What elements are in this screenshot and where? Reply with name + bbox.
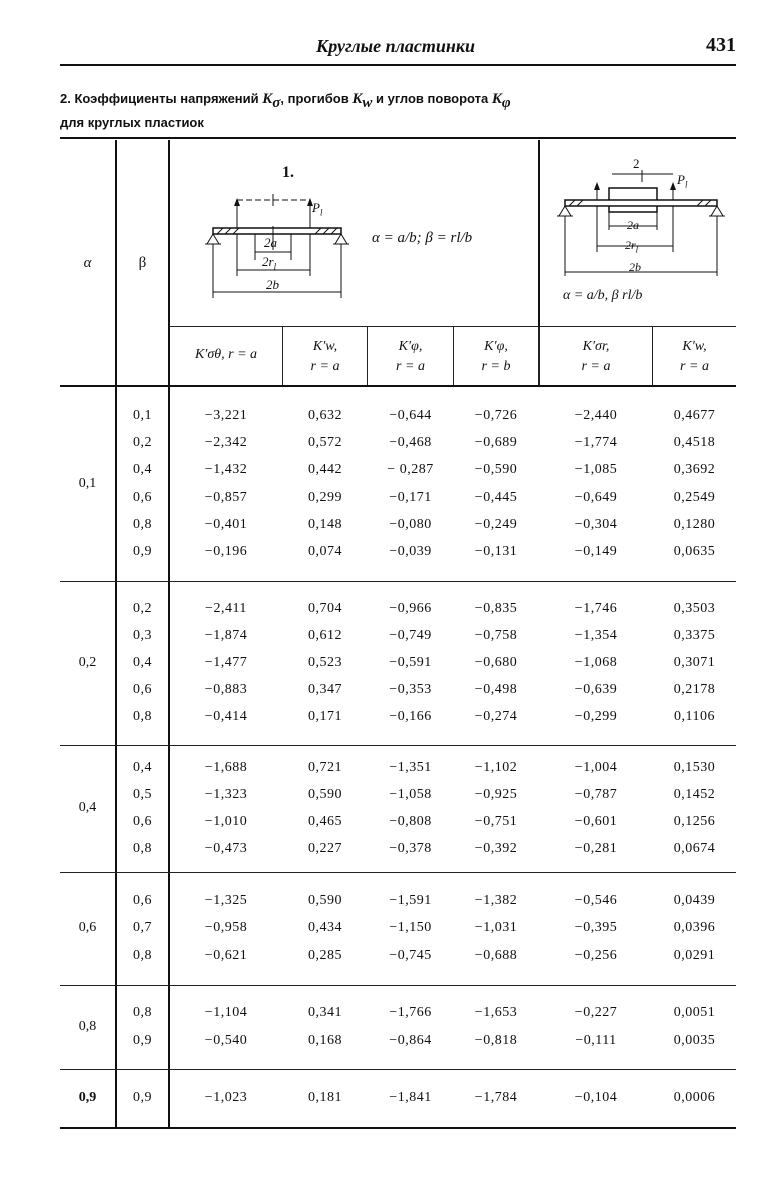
beta-value: 0,1 [133, 407, 152, 423]
table-cell: −0,925 [474, 786, 518, 802]
table-cell: 0,3692 [673, 462, 716, 478]
table-cell: 0,347 [308, 682, 342, 698]
table-cell: 0,0674 [673, 841, 716, 857]
table-cell: −2,342 [204, 435, 248, 451]
table-cell: −1,023 [204, 1089, 248, 1105]
table-cell: −1,432 [204, 462, 248, 478]
caption-text-1: Коэффициенты напряжений [74, 91, 259, 106]
table-cell: −0,131 [474, 543, 518, 559]
table-cell: −1,068 [574, 654, 618, 670]
caption-line-2: для круглых пластиок [60, 114, 204, 130]
case2-diagram [545, 150, 735, 325]
table-cell: 0,434 [308, 920, 342, 936]
table-cell: 0,572 [308, 435, 342, 451]
table-cell: 0,3071 [673, 654, 716, 670]
table-cell: −1,774 [574, 435, 618, 451]
table-cell: −2,411 [205, 600, 247, 616]
table-cell: −1,031 [474, 920, 518, 936]
table-cell: −0,649 [574, 489, 618, 505]
table-cell: −0,958 [204, 920, 248, 936]
table-cell: 0,523 [308, 654, 342, 670]
table-cell: 0,2178 [673, 682, 716, 698]
table-cell: −1,085 [574, 462, 618, 478]
table-cell: −0,468 [389, 435, 432, 451]
case2-load: $P_l$ [677, 172, 688, 190]
group-rule-1 [60, 581, 736, 582]
table-cell: 0,0396 [673, 920, 716, 936]
caption-number: 2. [60, 91, 71, 106]
table-top-rule [60, 137, 736, 139]
beta-value: 0,9 [133, 543, 152, 559]
beta-value: 0,8 [133, 516, 152, 532]
table-cell: −0,401 [204, 516, 248, 532]
table-cell: −0,749 [389, 627, 432, 643]
caption-text-2: , прогибов [280, 91, 349, 106]
table-cell: −0,726 [474, 407, 518, 423]
col-header-4: K′φ, r = b [481, 339, 511, 374]
case2-dim-2b: 2b [629, 260, 641, 274]
case1-diagram [200, 160, 540, 325]
alpha-value: 0,8 [78, 1018, 97, 1034]
alpha-value: 0,2 [78, 654, 97, 670]
beta-header: β [138, 255, 147, 271]
table-cell: −0,080 [389, 516, 432, 532]
case2-dim-2a: 2a [627, 218, 639, 232]
group-rule-5 [60, 1069, 736, 1070]
beta-value: 0,7 [133, 920, 152, 936]
table-cell: −1,766 [389, 1005, 432, 1021]
beta-value: 0,9 [133, 1089, 152, 1105]
table-cell: −0,808 [389, 814, 432, 829]
case1-formula: α = a/b; β = rl/b [372, 230, 473, 246]
table-cell: −0,787 [574, 786, 618, 802]
table-cell: −0,540 [204, 1032, 248, 1048]
table-cell: −0,590 [474, 462, 518, 478]
table-cell: −0,864 [389, 1032, 432, 1048]
table-cell: 0,1280 [673, 516, 716, 532]
table-cell: 0,3503 [673, 600, 716, 616]
col-header-2: K′w, r = a [310, 339, 340, 374]
beta-value: 0,8 [133, 709, 152, 725]
table-cell: −0,751 [474, 814, 518, 829]
table-cell: 0,0635 [673, 543, 716, 559]
table-cell: 0,168 [308, 1032, 342, 1048]
table-cell: −1,874 [204, 627, 248, 643]
table-cell: 0,590 [308, 893, 342, 909]
table-cell: −0,414 [204, 709, 248, 725]
case2-formula: α = a/b, β rl/b [563, 288, 643, 303]
table-cell: 0,0035 [673, 1032, 716, 1048]
table-cell: −0,378 [389, 841, 432, 857]
table-cell: −1,104 [204, 1005, 248, 1021]
table-cell: −1,653 [474, 1005, 518, 1021]
col-header-5: K′σr, r = a [581, 339, 611, 374]
table-cell: −1,323 [204, 786, 248, 802]
table-cell: −1,004 [574, 759, 618, 775]
table-cell: 0,0051 [673, 1005, 716, 1021]
case1-dim-2b: 2b [266, 277, 279, 292]
table-cell: 0,2549 [673, 489, 716, 505]
table-cell: 0,341 [308, 1005, 342, 1021]
table-cell: −0,039 [389, 543, 432, 559]
table-cell: −0,304 [574, 516, 618, 532]
table-cell: 0,1530 [673, 759, 716, 775]
table-cell: −0,745 [389, 947, 432, 963]
table-cell: −0,299 [574, 709, 618, 725]
table-cell: −0,111 [575, 1032, 617, 1048]
k-phi-symbol: K [491, 91, 502, 107]
group-rule-4 [60, 985, 736, 986]
table-cell: −1,058 [389, 786, 432, 802]
table-cell: −0,274 [474, 709, 518, 725]
k-phi-sub: φ [501, 94, 511, 111]
case1-load: $P_l$ [312, 200, 323, 218]
table-cell: −0,498 [474, 682, 518, 698]
header-rule [60, 64, 736, 66]
table-cell: 0,4518 [673, 435, 716, 451]
beta-value: 0,8 [133, 1005, 152, 1021]
beta-value: 0,4 [133, 654, 152, 670]
table-cell: −0,256 [574, 947, 618, 963]
header-bottom-rule [60, 385, 736, 387]
table-cell: 0,721 [308, 759, 342, 775]
table-cell: −0,857 [204, 489, 248, 505]
table-cell: −0,680 [474, 654, 518, 670]
table-cell: −0,281 [574, 841, 618, 857]
table-cell: −0,883 [204, 682, 248, 698]
table-cell: −0,227 [574, 1005, 618, 1021]
beta-value: 0,8 [133, 841, 152, 857]
table-cell: −1,382 [474, 893, 518, 909]
table-cell: −0,644 [389, 407, 432, 423]
table-cell: −0,818 [474, 1032, 518, 1048]
table-cell: −0,166 [389, 709, 432, 725]
table-cell: −1,841 [389, 1089, 432, 1105]
beta-value: 0,8 [133, 947, 152, 963]
table-cell: −1,477 [204, 654, 248, 670]
beta-value: 0,3 [133, 627, 152, 643]
page-header [60, 34, 736, 62]
table-cell: 0,632 [308, 407, 342, 423]
table-cell: −0,835 [474, 600, 518, 616]
table-cell: −1,688 [204, 759, 248, 775]
alpha-header: α [83, 255, 92, 271]
table-cell: 0,612 [308, 627, 342, 643]
table-cell: −1,784 [474, 1089, 518, 1105]
table-cell: −0,196 [204, 543, 248, 559]
table-cell: 0,704 [308, 600, 342, 616]
group-rule-3 [60, 872, 736, 873]
col-header-6: K′w, r = a [680, 339, 709, 374]
table-cell: −0,601 [574, 814, 618, 829]
table-cell: −0,689 [474, 435, 518, 451]
k-w-sub: w [362, 94, 373, 111]
table-cell: −1,746 [574, 600, 618, 616]
table-cell: 0,299 [308, 489, 342, 505]
case2-label: 2 [633, 156, 640, 171]
table-cell: −1,325 [204, 893, 248, 909]
table-cell: −0,392 [474, 841, 518, 857]
beta-value: 0,6 [133, 893, 152, 909]
table-cell: − 0,287 [387, 462, 434, 478]
table-cell: 0,0291 [673, 947, 716, 963]
case2-dim-2r: $2r_l$ [625, 238, 639, 255]
table-bottom-rule [60, 1127, 736, 1129]
table-cell: −1,102 [474, 759, 518, 775]
table-cell: −0,171 [389, 489, 432, 505]
table-cell: −0,104 [574, 1089, 618, 1105]
table-cell: −0,546 [574, 893, 618, 909]
table-cell: 0,0006 [673, 1089, 716, 1105]
table-cell: −1,010 [204, 814, 248, 829]
table-cell: 0,3375 [673, 627, 716, 643]
table-cell: −0,473 [204, 841, 248, 857]
table-cell: −0,639 [574, 682, 618, 698]
alpha-value: 0,9 [78, 1089, 97, 1105]
table-cell: −0,688 [474, 947, 518, 963]
table-cell: 0,227 [308, 841, 342, 857]
table-cell: −0,249 [474, 516, 518, 532]
k-sigma-symbol: K [262, 91, 273, 107]
alpha-value: 0,4 [78, 800, 97, 815]
group-rule-2 [60, 745, 736, 746]
table-cell: 0,442 [308, 462, 342, 478]
table-cell: 0,1452 [673, 786, 716, 802]
beta-value: 0,9 [133, 1032, 152, 1048]
table-cell: −0,353 [389, 682, 432, 698]
alpha-value: 0,6 [78, 920, 97, 935]
table-cell: 0,1256 [673, 814, 716, 829]
beta-value: 0,2 [133, 600, 152, 616]
beta-value: 0,2 [133, 435, 152, 451]
table-cell: −1,591 [389, 893, 432, 909]
table-cell: −1,150 [389, 920, 432, 936]
case1-label: 1. [282, 164, 294, 181]
table-cell: −0,591 [389, 654, 432, 670]
table-cell: −0,149 [574, 543, 618, 559]
beta-value: 0,6 [133, 814, 152, 829]
beta-value: 0,6 [133, 682, 152, 698]
col-header-1: K′σθ, r = a [194, 347, 258, 362]
table-cell: −0,445 [474, 489, 518, 505]
table-cell: 0,590 [308, 786, 342, 802]
case1-dim-2r: $2r_l$ [262, 254, 277, 272]
table-cell: −0,621 [204, 947, 248, 963]
page-number: 431 [706, 34, 736, 56]
beta-value: 0,6 [133, 489, 152, 505]
table-cell: 0,285 [308, 947, 342, 963]
case2-plate-sketch [557, 168, 727, 298]
table-cell: −0,966 [389, 600, 432, 616]
table-cell: 0,148 [308, 516, 342, 532]
beta-value: 0,4 [133, 462, 152, 478]
k-sigma-sub: σ [272, 94, 281, 111]
table-cell: 0,4677 [673, 407, 716, 423]
beta-value: 0,5 [133, 786, 152, 802]
table-cell: −2,440 [574, 407, 618, 423]
case1-plate-sketch [205, 190, 355, 340]
table-cell: −1,351 [389, 759, 432, 775]
table-cell: −1,354 [574, 627, 618, 643]
caption-text-3: и углов поворота [375, 91, 489, 106]
col-header-3: K′φ, r = a [396, 339, 425, 374]
table-cell: −0,758 [474, 627, 518, 643]
table-cell: −0,395 [574, 920, 618, 936]
running-title: Круглые пластинки [316, 36, 475, 56]
case1-dim-2a: 2a [264, 235, 277, 250]
table-cell: 0,171 [308, 709, 342, 725]
table-cell: −3,221 [204, 407, 248, 423]
beta-value: 0,4 [133, 759, 152, 775]
k-w-symbol: K [352, 91, 363, 107]
table-cell: 0,0439 [673, 893, 716, 909]
table-caption [60, 90, 740, 132]
table-cell: 0,1106 [674, 709, 715, 725]
table-cell: 0,074 [308, 543, 342, 559]
table-cell: 0,181 [308, 1089, 342, 1105]
alpha-value: 0,1 [78, 475, 97, 491]
table-cell: 0,465 [308, 814, 342, 829]
